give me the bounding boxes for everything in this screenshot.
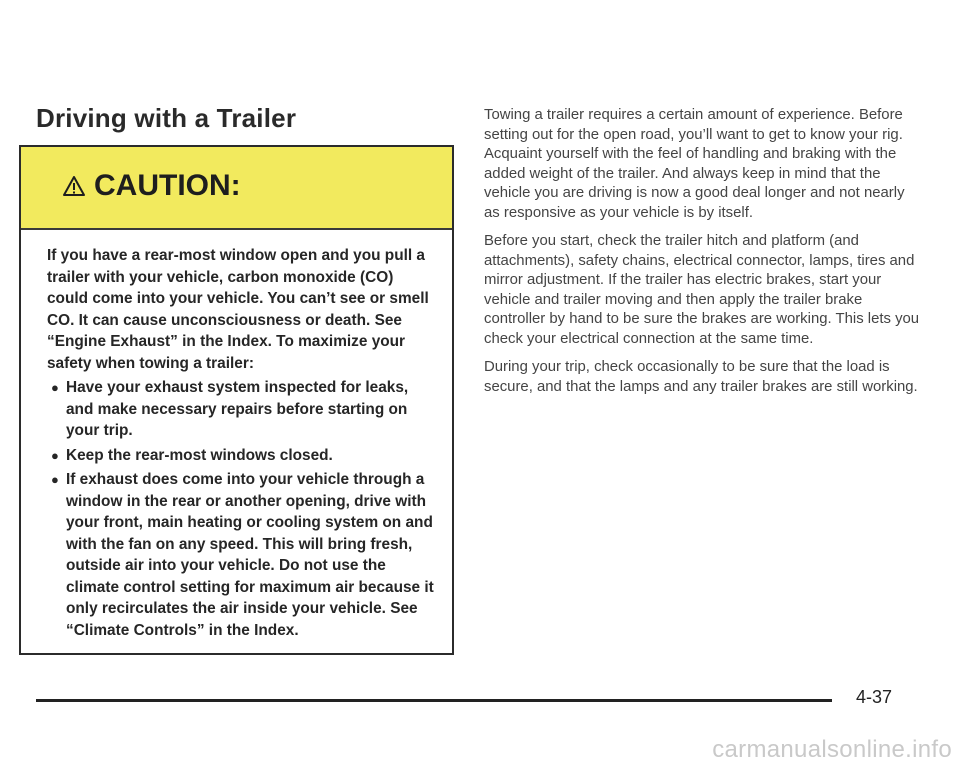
caution-bullet-list xyxy=(47,377,437,641)
paragraph: Before you start, check the trailer hitch and platform (and attachments), safety chains, electrical connector, lamps, tires and mirror adjustment. If the trailer has electric brakes, start your vehicle and trailer moving and then apply the trailer brake controller by hand to be sure the brakes are working. This lets you check your electrical connection at the same time. xyxy=(484,233,920,347)
footer-rule xyxy=(36,699,832,702)
caution-bullet-text: If exhaust does come into your vehicle through a window in the rear or another opening, drive with your front, main heating or cooling system on and with the fan on any speed. This will bring fresh, outside air into your vehicle. Do not use the climate control setting for maximum air because it only recirculates the air inside your vehicle. See “Climate Controls” in the Index. xyxy=(66,471,434,639)
caution-bullet xyxy=(51,445,437,467)
caution-bullet xyxy=(51,469,437,641)
caution-label-wrap xyxy=(62,169,241,203)
bullet-icon: ● xyxy=(51,447,59,463)
section-title: Driving with a Trailer xyxy=(36,103,297,133)
caution-bullet xyxy=(51,377,437,442)
caution-bullet-text: Have your exhaust system inspected for leaks, and make necessary repairs before starting on your trip. xyxy=(66,379,409,439)
page-number: 4-37 xyxy=(856,687,893,707)
caution-bullet-text: Keep the rear-most windows closed. xyxy=(66,446,333,464)
caution-body xyxy=(47,245,437,644)
watermark: carmanualsonline.info xyxy=(712,736,952,763)
caution-box xyxy=(19,145,454,655)
caution-header xyxy=(21,147,452,230)
bullet-icon: ● xyxy=(51,380,59,395)
caution-label: CAUTION: xyxy=(94,169,241,202)
body-text-column xyxy=(484,106,922,406)
warning-triangle-icon xyxy=(62,175,86,197)
caution-intro: If you have a rear-most window open and you pull a trailer with your vehicle, carbon monoxide (CO) could come into your vehicle. You can’t see or smell CO. It can cause unconsciousness or death. See “Engine Exhaust” in the Index. To maximize your safety when towing a trailer: xyxy=(47,247,429,372)
paragraph: During your trip, check occasionally to be sure that the load is secure, and that the lamps and any trailer brakes are still working. xyxy=(484,359,918,395)
bullet-icon: ● xyxy=(51,472,59,487)
paragraph: Towing a trailer requires a certain amount of experience. Before setting out for the open road, you’ll want to get to know your rig. Acquaint yourself with the feel of handling and braking with the added weight of the trailer. And always keep in mind that the vehicle you are driving is now a good deal longer and not nearly as responsive as your vehicle is by itself. xyxy=(484,107,905,221)
